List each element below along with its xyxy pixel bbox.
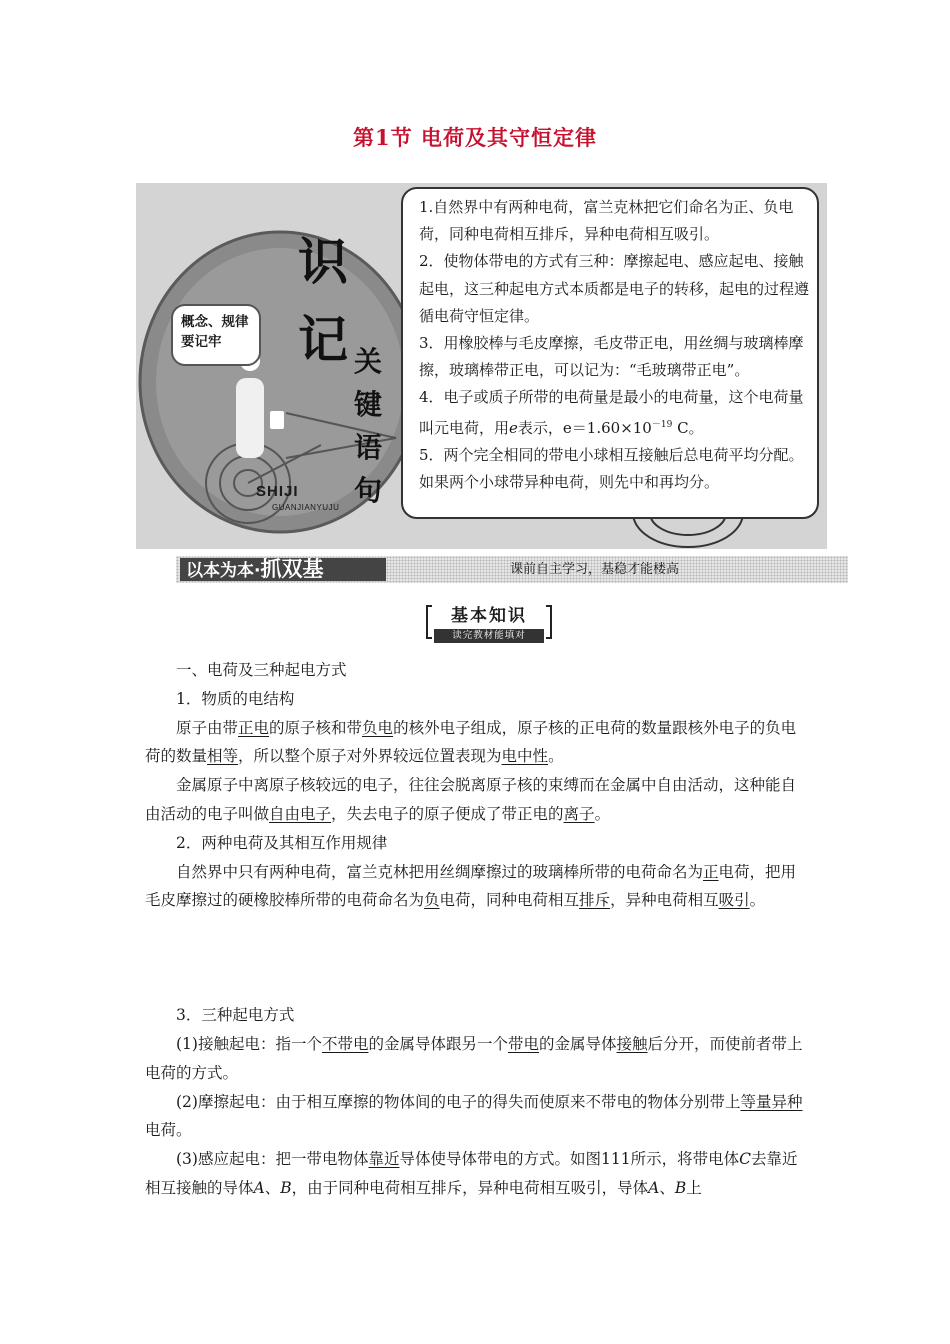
blank-gap bbox=[145, 915, 809, 1001]
heading-1-3: 3．三种起电方式 bbox=[176, 1006, 295, 1025]
key-points-box bbox=[401, 187, 819, 519]
basic-knowledge-badge bbox=[426, 604, 552, 644]
big-char-ji: 记 bbox=[298, 311, 348, 369]
badge-title: 基本知识 bbox=[426, 604, 552, 628]
badge-subtitle: 读完教材能填对 bbox=[434, 629, 544, 643]
figure-head bbox=[270, 411, 284, 429]
pinyin-sub: GUANJIANYUJU bbox=[272, 503, 340, 512]
paragraph-3: 自然界中只有两种电荷，富兰克林把用丝绸摩擦过的玻璃棒所带的电荷命名为正电荷，把用毛皮摩擦过的硬橡胶棒所带的电荷命名为负电荷，同种电荷相互排斥，异种电荷相互吸引。 bbox=[145, 862, 797, 910]
key-point-2: 2．使物体带电的方式有三种：摩擦起电、感应起电、接触起电，这三种起电方式本质都是电子的转移，起电的过程遵循电荷守恒定律。 bbox=[419, 252, 810, 325]
heading-1-1: 1．物质的电结构 bbox=[176, 689, 295, 708]
body-text bbox=[145, 656, 809, 1203]
heading-1: 一、电荷及三种起电方式 bbox=[176, 661, 347, 679]
paragraph-5: (2)摩擦起电：由于相互摩擦的物体间的电子的得失而使原来不带电的物体分别带上等量异种电荷。 bbox=[145, 1092, 803, 1140]
paragraph-1: 原子由带正电的原子核和带负电的核外电子组成，原子核的正电荷的数量跟核外电子的负电荷的数量相等，所以整个原子对外界较远位置表现为电中性。 bbox=[145, 718, 797, 766]
page-title: 第1节 电荷及其守恒定律 bbox=[353, 125, 597, 150]
big-char-shi: 识 bbox=[298, 233, 348, 291]
paragraph-2: 金属原子中离原子核较远的电子，往往会脱离原子核的束缚而在金属中自由活动，这种能自由活动的电子叫做自由电子，失去电子的原子便成了带正电的离子。 bbox=[145, 776, 797, 823]
section-band-subtitle: 课前自主学习，基稳才能楼高 bbox=[510, 562, 680, 577]
section-band-title: 以本为本·抓双基 bbox=[180, 558, 386, 581]
paragraph-6: (3)感应起电：把一带电物体靠近导体使导体带电的方式。如图111所示，将带电体C去靠近相互接触的导体A、B，由于同种电荷相互排斥，异种电荷相互吸引，导体A、B上 bbox=[145, 1150, 798, 1197]
key-point-4: 4．电子或质子所带的电荷量是最小的电荷量，这个电荷量叫元电荷，用e表示，$e=1.60\times 10^{-19}$ C。 bbox=[419, 388, 804, 437]
paragraph-4: (1)接触起电：指一个不带电的金属导体跟另一个带电的金属导体接触后分开，而使前者带上电荷的方式。 bbox=[145, 1034, 803, 1082]
key-point-3: 3．用橡胶棒与毛皮摩擦，毛皮带正电，用丝绸与玻璃棒摩擦，玻璃棒带正电，可以记为：“毛玻璃带正电”。 bbox=[419, 334, 804, 380]
heading-1-2: 2．两种电荷及其相互作用规律 bbox=[176, 833, 388, 852]
speech-bubble: 概念、规律 要记牢 bbox=[171, 304, 261, 366]
vertical-label: 关 键 语 句 bbox=[353, 345, 382, 507]
key-point-5: 5．两个完全相同的带电小球相互接触后总电荷平均分配。如果两个小球带异种电荷，则先中和再均分。 bbox=[419, 445, 804, 492]
key-point-1: 1.自然界中有两种电荷，富兰克林把它们命名为正、负电荷，同种电荷相互排斥，异种电荷相互吸引。 bbox=[419, 198, 794, 244]
pinyin-main: SHIJI bbox=[256, 483, 299, 500]
figure-body-icon bbox=[236, 378, 264, 458]
